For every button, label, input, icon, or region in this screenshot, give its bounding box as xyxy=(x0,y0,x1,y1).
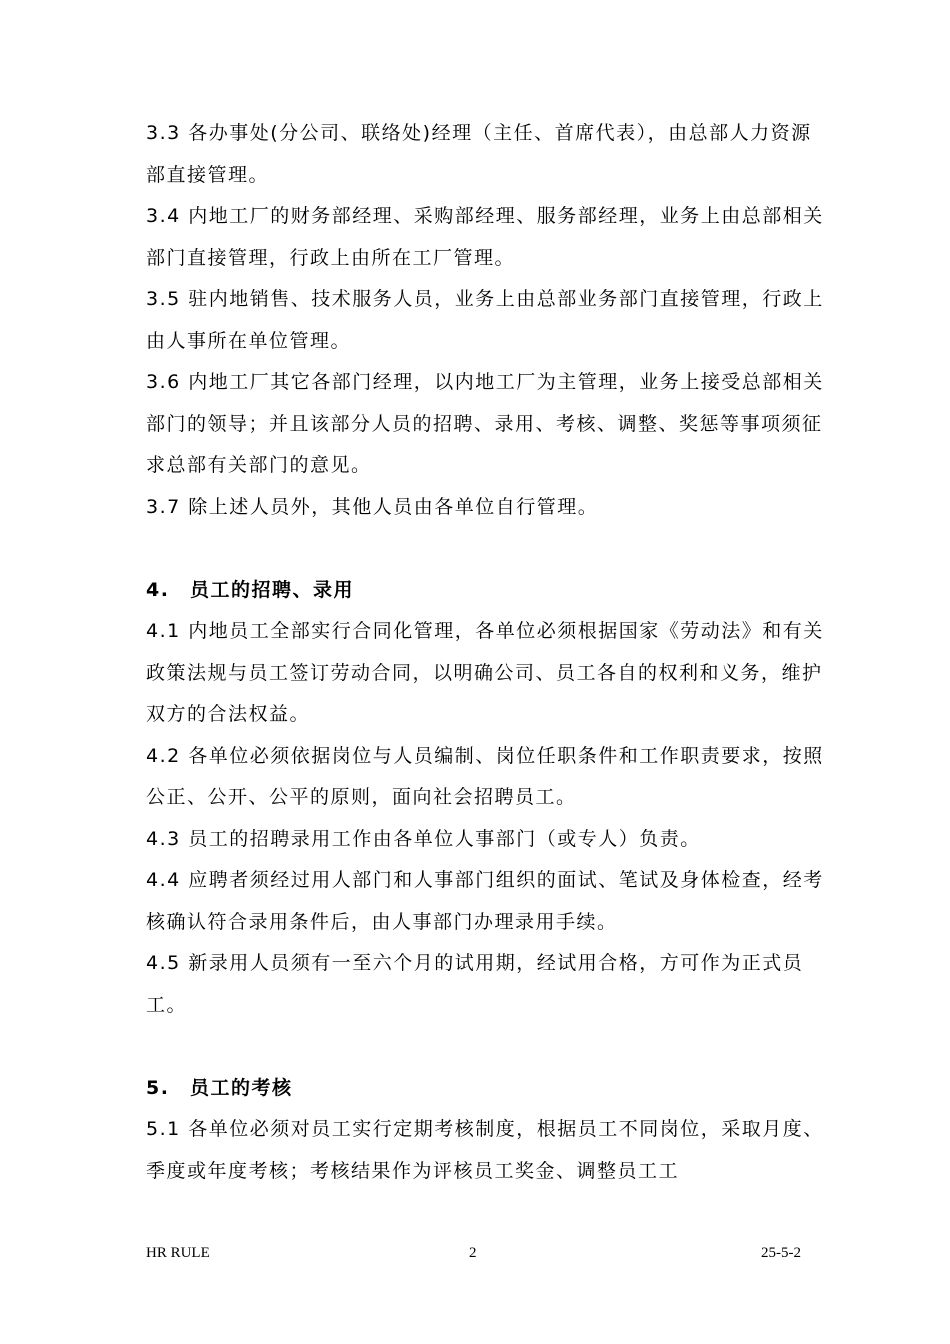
paragraph-3-4: 3.4 内地工厂的财务部经理、采购部经理、服务部经理，业务上由总部相关部门直接管理，行政上由所在工厂管理。 xyxy=(146,205,824,269)
section-5-heading: 5. 员工的考核 xyxy=(146,1076,293,1099)
paragraph-3-3: 3.3 各办事处(分公司、联络处)经理（主任、首席代表），由总部人力资源部直接管理。 xyxy=(146,122,812,186)
paragraph-4-3: 4.3 员工的招聘录用工作由各单位人事部门（或专人）负责。 xyxy=(146,827,701,850)
paragraph-4-5: 4.5 新录用人员须有一至六个月的试用期，经试用合格，方可作为正式员工。 xyxy=(146,952,804,1016)
footer-page-number: 2 xyxy=(469,1245,477,1261)
paragraph-4-4: 4.4 应聘者须经过用人部门和人事部门组织的面试、笔试及身体检查，经考核确认符合录用条件后，由人事部门办理录用手续。 xyxy=(146,869,824,933)
paragraph-4-2: 4.2 各单位必须依据岗位与人员编制、岗位任职条件和工作职责要求，按照公正、公开、公平的原则，面向社会招聘员工。 xyxy=(146,744,824,808)
footer-date: 25-5-2 xyxy=(761,1245,801,1261)
section-4-heading: 4. 员工的招聘、录用 xyxy=(146,578,354,601)
paragraph-3-7: 3.7 除上述人员外，其他人员由各单位自行管理。 xyxy=(146,495,599,518)
document-body xyxy=(146,113,826,1192)
paragraph-5-1: 5.1 各单位必须对员工实行定期考核制度，根据员工不同岗位，采取月度、季度或年度考核；考核结果作为评核员工奖金、调整员工工 xyxy=(146,1118,824,1182)
section-spacer xyxy=(146,528,826,570)
section-spacer xyxy=(146,1026,826,1068)
paragraph-4-1: 4.1 内地员工全部实行合同化管理，各单位必须根据国家《劳动法》和有关政策法规与员工签订劳动合同，以明确公司、员工各自的权利和义务，维护双方的合法权益。 xyxy=(146,620,824,725)
paragraph-3-5: 3.5 驻内地销售、技术服务人员，业务上由总部业务部门直接管理，行政上由人事所在单位管理。 xyxy=(146,288,824,352)
paragraph-3-6: 3.6 内地工厂其它各部门经理，以内地工厂为主管理，业务上接受总部相关部门的领导；并且该部分人员的招聘、录用、考核、调整、奖惩等事项须征求总部有关部门的意见。 xyxy=(146,371,824,476)
footer-document-name: HR RULE xyxy=(146,1245,210,1261)
